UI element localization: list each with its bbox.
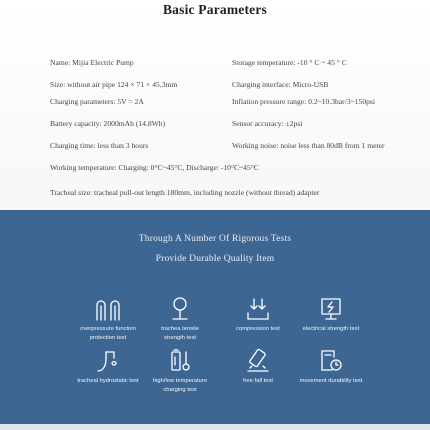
spec-charging-parameters: Charging parameters: 5V = 2A xyxy=(50,97,144,106)
spec-sensor-accuracy: Sensor accuracy: ±2psi xyxy=(232,119,303,128)
hydrostatic-icon xyxy=(94,348,122,374)
spec-name: Name: Mijia Electric Pump xyxy=(50,58,134,67)
test-label: high/low temperature xyxy=(152,378,208,384)
overpressure-icon xyxy=(94,296,122,322)
test-label: trachea tensile xyxy=(161,326,199,332)
test-label: overpressure function xyxy=(80,326,136,332)
spec-working-noise: Working noise: noise less than 80dB from 1 meter xyxy=(232,141,385,150)
test-label: free fall test xyxy=(243,378,273,384)
spec-storage-temperature: Storage temperature: -10 ° C ~ 45 ° C xyxy=(232,58,347,67)
test-electrical-strength xyxy=(286,296,376,334)
test-label-line-2: strength test xyxy=(164,334,196,341)
test-label-line-2: charging test xyxy=(163,386,197,393)
electrical-icon xyxy=(317,296,345,322)
test-label: movement durability test xyxy=(299,378,363,384)
spec-tracheal-size: Tracheal size: tracheal pull-out length 180mm, including nozzle (without thread) adapter xyxy=(50,188,320,197)
test-label: tracheal hydrostatic test xyxy=(77,378,139,384)
test-high-low-temperature xyxy=(135,348,225,394)
spec-battery-capacity: Battery capacity: 2000mAh (14.8Wh) xyxy=(50,119,166,128)
bottom-edge xyxy=(0,424,430,430)
test-label-line-2: protection test xyxy=(89,334,127,341)
tagline-line-2: Provide Durable Quality Item xyxy=(155,254,275,264)
test-label: compression test xyxy=(236,326,280,332)
movement-durability-icon xyxy=(317,348,345,374)
section-title: Basic Parameters xyxy=(162,2,268,17)
test-label: electrical strength test xyxy=(302,326,360,332)
spec-charging-interface: Charging interface: Micro-USB xyxy=(232,80,329,89)
spec-charging-time: Charging time: less than 3 hours xyxy=(50,141,149,150)
thermometer-battery-icon xyxy=(166,348,194,374)
free-fall-icon xyxy=(244,348,272,374)
spec-working-temperature: Working temperature: Charging: 0°C~45°C, Discharge: -10°C~45°C xyxy=(50,163,259,172)
spec-inflation-pressure: Inflation pressure range: 0.2~10.3bar/3~150psi xyxy=(232,97,375,106)
tensile-icon xyxy=(166,296,194,322)
test-movement-durability xyxy=(286,348,376,386)
spec-size: Size: without air pipe 124 × 71 × 45.3mm xyxy=(50,80,178,89)
tagline-line-1: Through A Number Of Rigorous Tests xyxy=(138,234,292,244)
compression-icon xyxy=(244,296,272,322)
test-trachea-tensile xyxy=(135,296,225,342)
